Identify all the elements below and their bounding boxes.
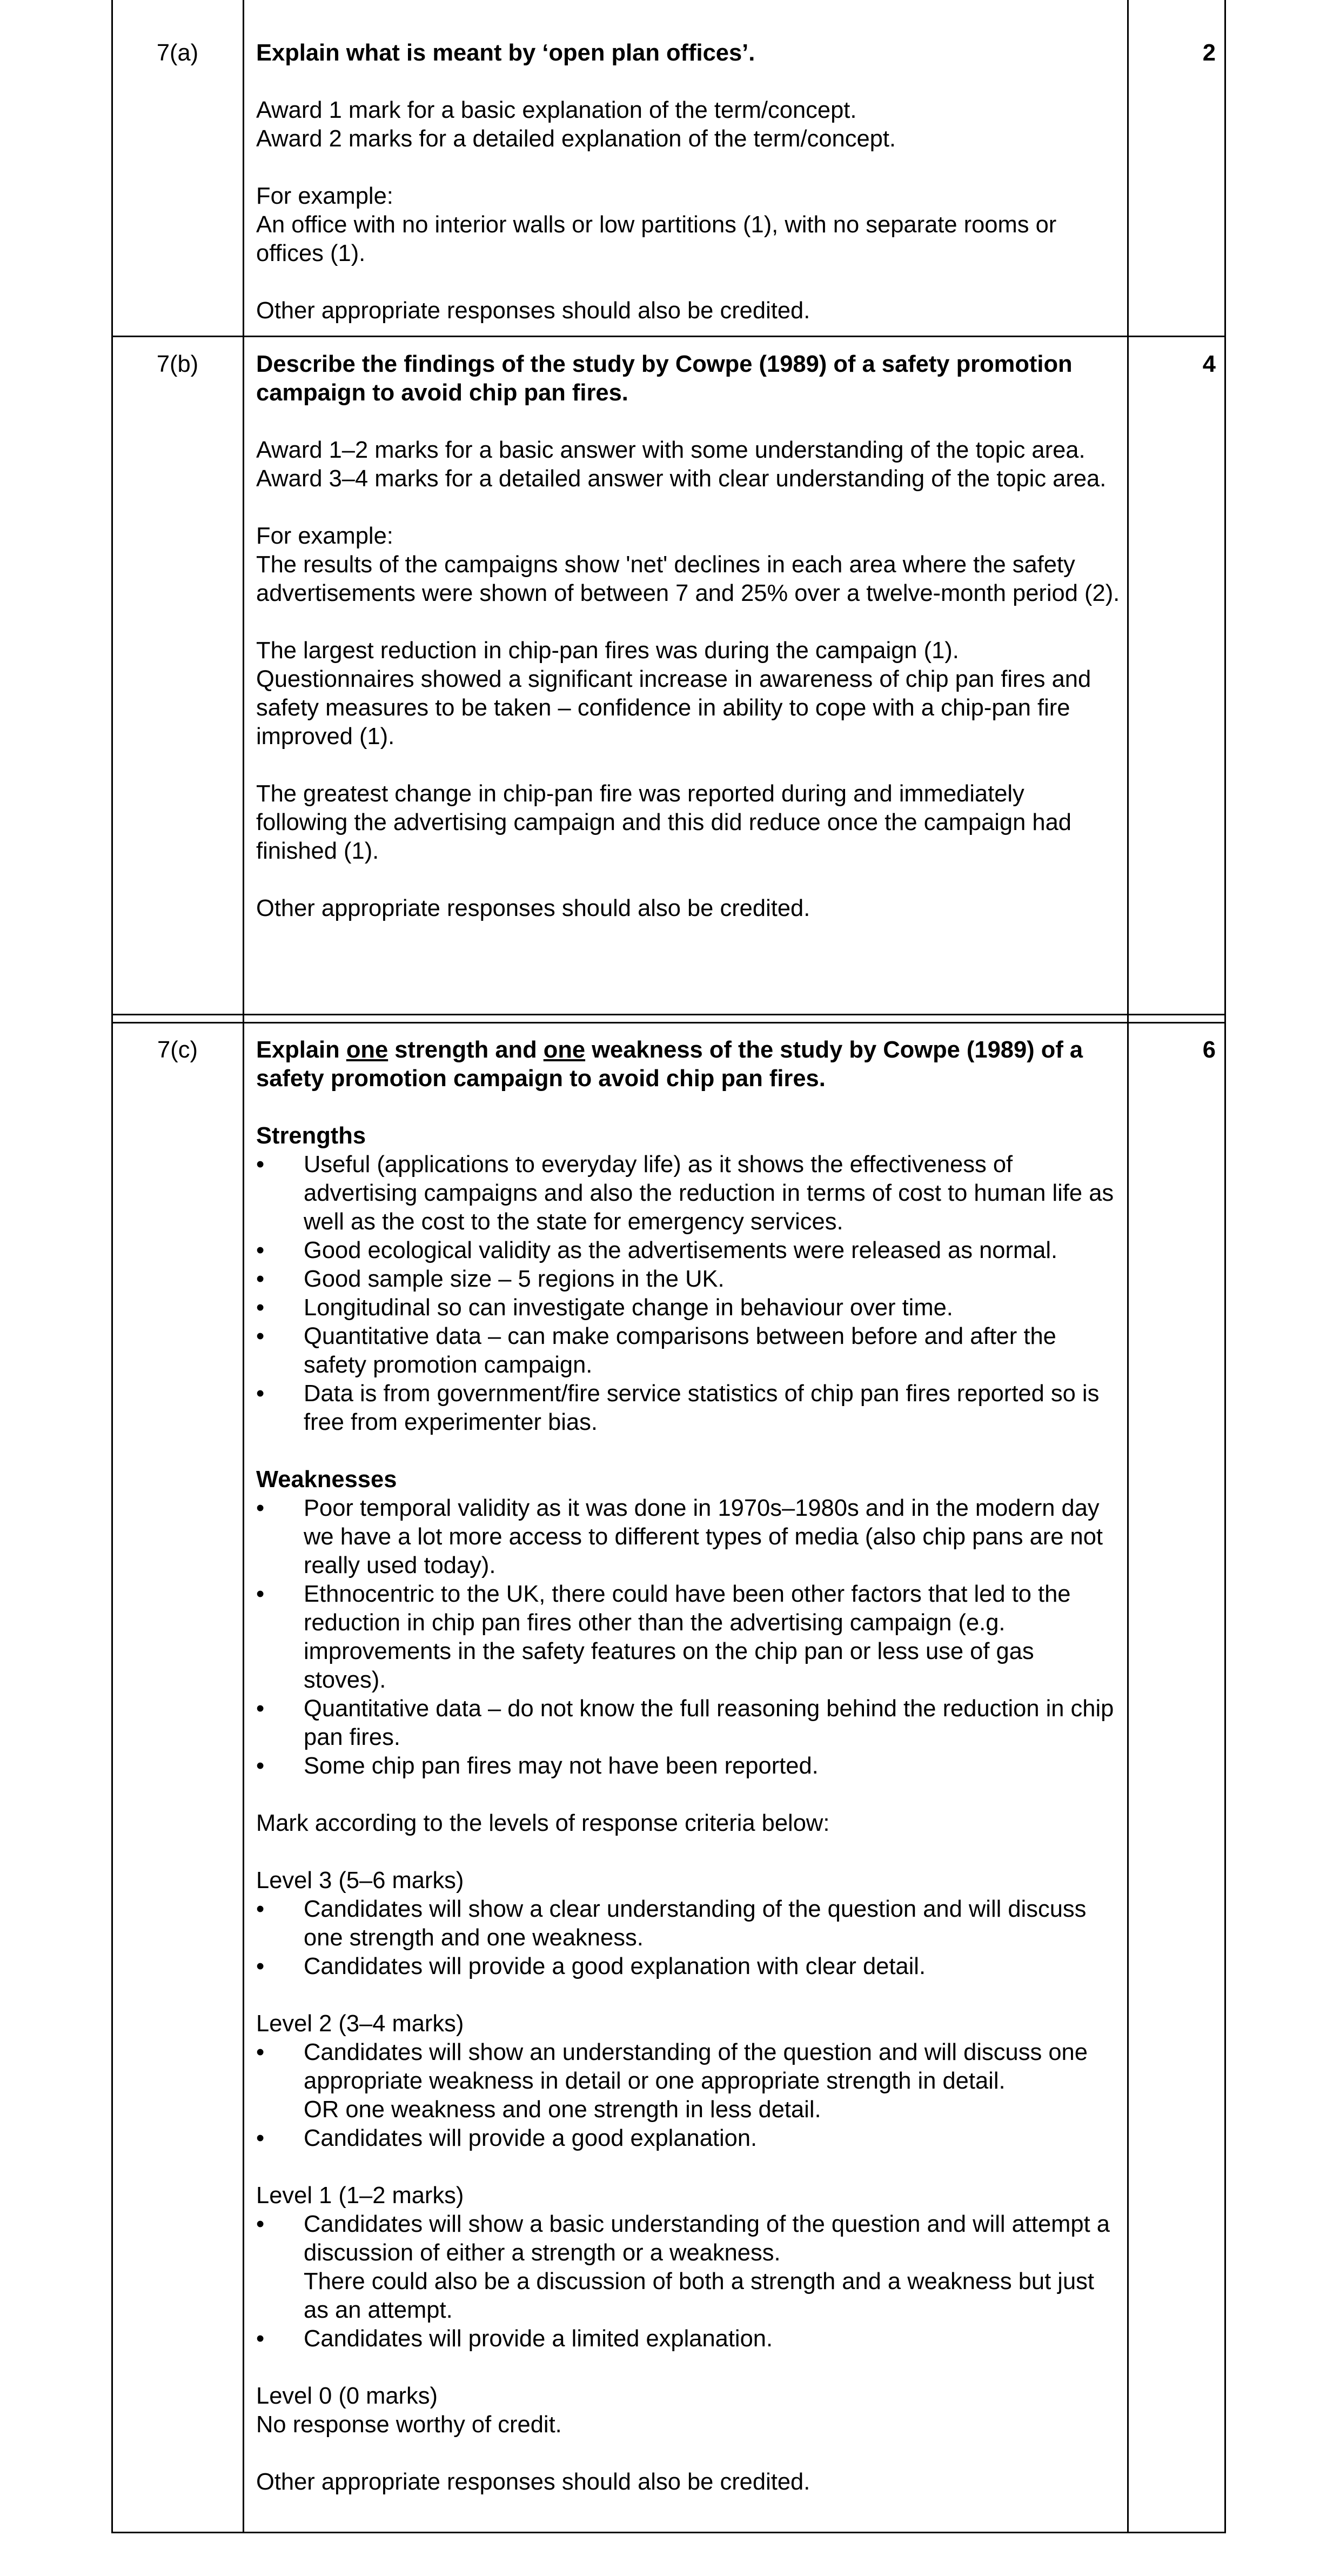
question-text: Explain what is meant by ‘open plan offices’. <box>256 40 755 66</box>
award-line: Award 1 mark for a basic explanation of the term/concept. <box>256 97 857 123</box>
other-responses-note: Other appropriate responses should also be credited. <box>256 895 810 921</box>
example-heading: For example: <box>256 523 393 549</box>
award-line: Award 1–2 marks for a basic answer with some understanding of the topic area. <box>256 437 1086 463</box>
question-7a-content <box>256 39 1121 325</box>
weakness-item: • Some chip pan fires may not have been reported. <box>256 1752 1121 1781</box>
strength-item: • Data is from government/fire service statistics of chip pan fires reported so is free from experimenter bias. <box>256 1380 1121 1437</box>
table-divider-marks <box>1127 0 1129 2533</box>
question-text-part: strength and <box>388 1037 544 1063</box>
levels-intro: Mark according to the levels of response criteria below: <box>256 1810 830 1836</box>
example-text: An office with no interior walls or low partitions (1), with no separate rooms or offices (1). <box>256 212 1057 266</box>
row-divider-a-b <box>111 336 1226 337</box>
question-emphasis: one <box>543 1037 586 1063</box>
strength-item: • Good sample size – 5 regions in the UK. <box>256 1265 1121 1294</box>
level-item <box>256 2038 1121 2124</box>
strengths-list <box>256 1150 1121 1437</box>
level-item-text: OR one weakness and one strength in less detail. <box>304 2097 821 2123</box>
level-item-text: There could also be a discussion of both a strength and a weakness but just as an attempt. <box>304 2269 1094 2323</box>
question-marks: 2 <box>1202 40 1216 66</box>
example-heading: For example: <box>256 183 393 209</box>
level-item-text: Candidates will show an understanding of the question and will discuss one appropriate weakness in detail or one appropriate strength in detail. <box>304 2039 1088 2094</box>
strength-item: • Quantitative data – can make comparisons between before and after the safety promotion campaign. <box>256 1322 1121 1380</box>
question-marks: 4 <box>1202 351 1216 377</box>
example-text: The greatest change in chip-pan fire was reported during and immediately following the advertising campaign and this did reduce once the campaign had finished (1). <box>256 781 1071 864</box>
table-border-bottom <box>111 2532 1226 2533</box>
strength-item: • Useful (applications to everyday life) as it shows the effectiveness of advertising campaigns and also the reduction in terms of cost to human life as well as the cost to the state for emergency services. <box>256 1150 1121 1236</box>
example-text: The results of the campaigns show 'net' declines in each area where the safety advertisements were shown of between 7 and 25% over a twelve-month period (2). <box>256 552 1120 606</box>
question-7c-content <box>256 1036 1121 2497</box>
strengths-heading: Strengths <box>256 1123 366 1149</box>
question-text-part: weakness of the study by Cowpe (1989) of a safety promotion campaign to avoid chip pan fires. <box>256 1037 1083 1092</box>
question-text: Describe the findings of the study by Cowpe (1989) of a safety promotion campaign to avoid chip pan fires. <box>256 351 1073 406</box>
weakness-item: • Quantitative data – do not know the full reasoning behind the reduction in chip pan fires. <box>256 1695 1121 1752</box>
other-responses-note: Other appropriate responses should also be credited. <box>256 298 810 324</box>
row-divider-b-c-1 <box>111 1014 1226 1015</box>
weaknesses-list <box>256 1494 1121 1781</box>
level-item <box>256 2210 1121 2325</box>
question-text-part: Explain <box>256 1037 346 1063</box>
question-number: 7(c) <box>157 1037 198 1063</box>
level-3-list <box>256 1895 1121 1981</box>
table-border-left <box>111 0 113 2533</box>
table-border-right <box>1224 0 1226 2533</box>
question-number: 7(b) <box>156 351 199 377</box>
award-line: Award 3–4 marks for a detailed answer with clear understanding of the topic area. <box>256 466 1107 492</box>
weakness-item: • Ethnocentric to the UK, there could have been other factors that led to the reduction in chip pan fires other than the advertising campaign (e.g. improvements in the safety features on the chip pan or less use of gas stoves). <box>256 1580 1121 1695</box>
question-marks: 6 <box>1202 1037 1216 1063</box>
level-0-text: No response worthy of credit. <box>256 2412 562 2438</box>
level-item: • Candidates will show a clear understanding of the question and will discuss one strength and one weakness. <box>256 1895 1121 1952</box>
level-item: • Candidates will provide a good explanation with clear detail. <box>256 1952 1121 1981</box>
strength-item: • Good ecological validity as the advertisements were released as normal. <box>256 1236 1121 1265</box>
other-responses-note: Other appropriate responses should also be credited. <box>256 2469 810 2495</box>
question-emphasis: one <box>346 1037 388 1063</box>
level-item-text: Candidates will show a basic understanding of the question and will attempt a discussion of either a strength or a weakness. <box>304 2211 1110 2266</box>
question-7b-content <box>256 350 1121 923</box>
level-2-list <box>256 2038 1121 2153</box>
question-number: 7(a) <box>156 40 199 66</box>
level-heading: Level 0 (0 marks) <box>256 2383 438 2409</box>
example-text: The largest reduction in chip-pan fires was during the campaign (1). Questionnaires showed a significant increase in awareness of chip pan fires and safety measures to be taken – confidence in ability to cope with a chip-pan fire improved (1). <box>256 638 1091 750</box>
weaknesses-heading: Weaknesses <box>256 1467 397 1493</box>
strength-item: • Longitudinal so can investigate change in behaviour over time. <box>256 1294 1121 1322</box>
level-item: • Candidates will provide a limited explanation. <box>256 2325 1121 2353</box>
question-text <box>256 1036 1121 1093</box>
table-divider-content <box>243 0 244 2533</box>
level-1-list <box>256 2210 1121 2353</box>
row-divider-b-c-2 <box>111 1022 1226 1023</box>
level-item: • Candidates will provide a good explanation. <box>256 2124 1121 2153</box>
award-line: Award 2 marks for a detailed explanation of the term/concept. <box>256 126 896 152</box>
weakness-item: • Poor temporal validity as it was done in 1970s–1980s and in the modern day we have a lot more access to different types of media (also chip pans are not really used today). <box>256 1494 1121 1580</box>
level-heading: Level 3 (5–6 marks) <box>256 1868 464 1893</box>
level-heading: Level 1 (1–2 marks) <box>256 2183 464 2209</box>
level-heading: Level 2 (3–4 marks) <box>256 2011 464 2037</box>
